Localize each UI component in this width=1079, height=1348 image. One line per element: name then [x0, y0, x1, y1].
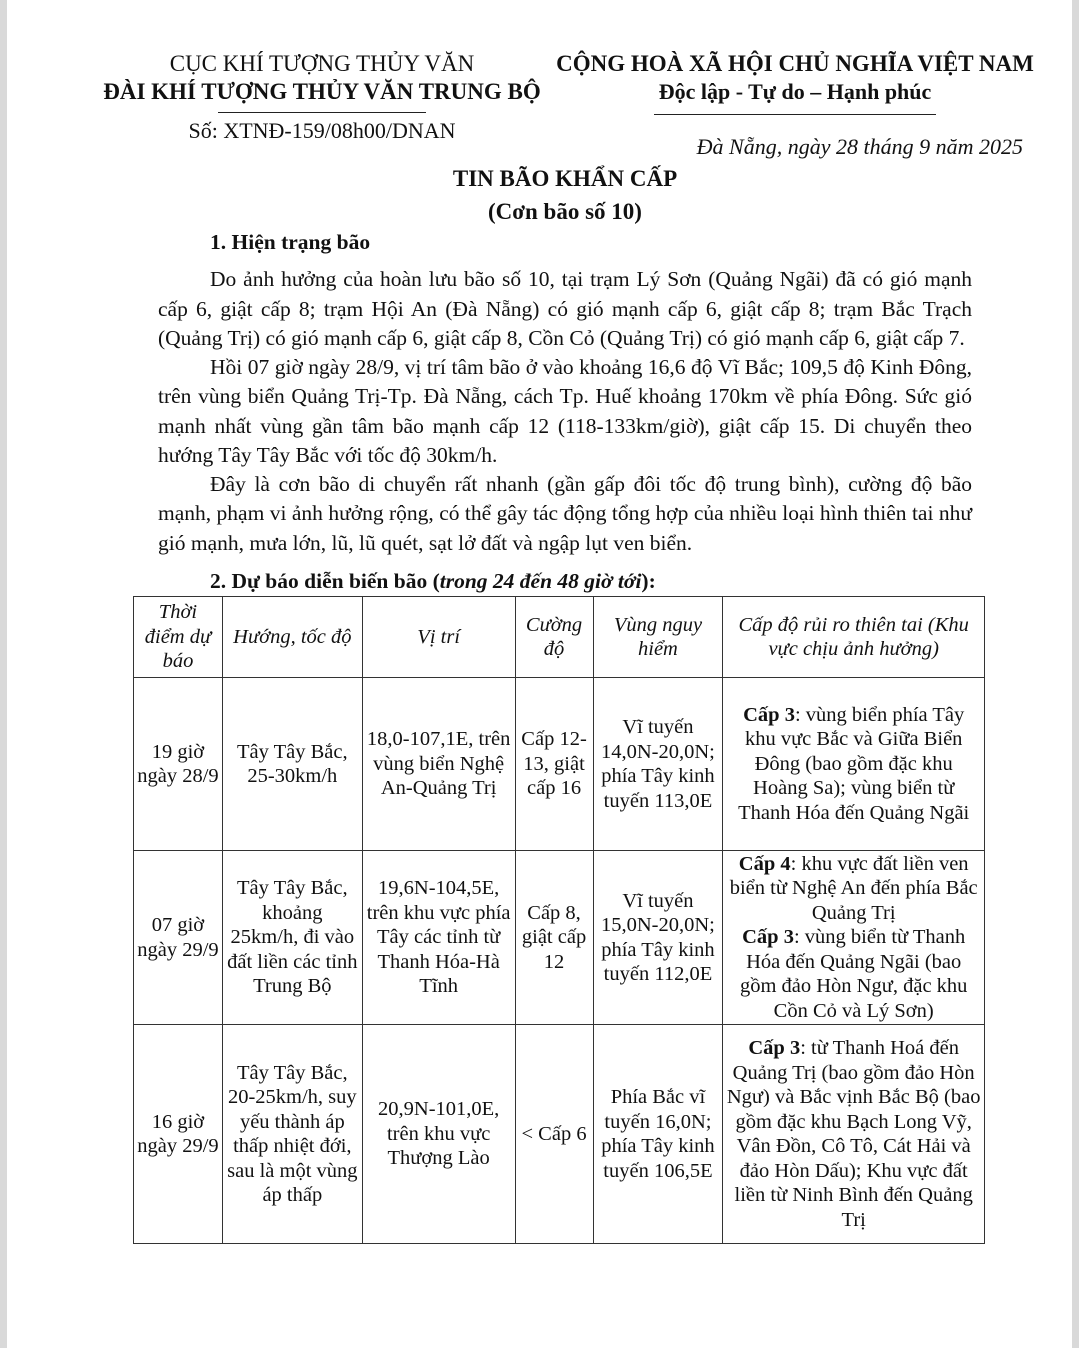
cell-position: 19,6N-104,5E, trên khu vực phía Tây các tỉnh từ Thanh Hóa-Hà Tĩnh: [362, 851, 515, 1025]
agency-parent: CỤC KHÍ TƯỢNG THỦY VĂN: [169, 51, 475, 76]
section-1-heading: 1. Hiện trạng bão: [210, 230, 371, 254]
section-2-heading-end: ):: [641, 569, 656, 593]
risk-area-text: : vùng biển phía Tây khu vực Bắc và Giữa Biển Đông (bao gồm đặc khu Hoàng Sa); vùng biển từ Thanh Hóa đến Quảng Ngãi: [738, 703, 970, 824]
page-edge-left: [0, 0, 7, 1348]
dateline: Đà Nẵng, ngày 28 tháng 9 năm 2025: [696, 134, 1023, 159]
cell-direction: Tây Tây Bắc, 20-25km/h, suy yếu thành áp thấp nhiệt đới, sau là một vùng áp thấp: [222, 1025, 362, 1244]
risk-level-label: Cấp 3: [742, 926, 794, 949]
cell-risk-level: [723, 678, 985, 851]
risk-level-label: Cấp 3: [743, 703, 795, 726]
table-row: [134, 1025, 985, 1244]
risk-level-label: Cấp 3: [748, 1037, 801, 1059]
risk-level-label: Cấp 4: [738, 852, 791, 875]
table-row: [134, 851, 985, 1025]
agency-name: ĐÀI KHÍ TƯỢNG THỦY VĂN TRUNG BỘ: [103, 79, 541, 104]
national-motto: Độc lập - Tự do – Hạnh phúc: [658, 79, 932, 104]
cell-intensity: Cấp 8, giật cấp 12: [515, 851, 593, 1025]
cell-danger-zone: Vĩ tuyến 14,0N-20,0N; phía Tây kinh tuyến 113,0E: [593, 678, 723, 851]
paragraph-observations: Do ảnh hưởng của hoàn lưu bão số 10, tại trạm Lý Sơn (Quảng Ngãi) đã có gió mạnh cấp 6, giật cấp 8; trạm Hội An (Đà Nẵng) có gió mạnh cấp 6, giật cấp 8; trạm Bắc Trạch (Quảng Trị) có gió mạnh cấp 6, giật cấp 8, Cồn Cỏ (Quảng Trị) có gió mạnh cấp 6, giật cấp 7.: [158, 267, 972, 350]
section-2-heading-period: trong 24 đến 48 giờ tới: [439, 569, 642, 593]
paragraph-storm-warning: Đây là cơn bão di chuyển rất nhanh (gần gấp đôi tốc độ trung bình), cường độ bão mạnh, phạm vi ảnh hưởng rộng, có thể gây tác động tổng hợp của nhiều loại hình thiên tai như gió mạnh, mưa lớn, lũ, lũ quét, sạt lở đất và ngập lụt ven biển.: [158, 471, 972, 555]
document-title: TIN BÃO KHẨN CẤP: [452, 166, 678, 191]
risk-area-text: : vùng biển từ Thanh Hóa đến Quảng Ngãi (bao gồm đảo Hòn Ngư, đặc khu Cồn Cỏ và Lý Sơn): [739, 926, 968, 1022]
table-row: [134, 678, 985, 851]
risk-area-text: : khu vực đất liền ven biển từ Nghệ An đến phía Bắc Quảng Trị: [729, 852, 978, 924]
nation-name: CỘNG HOÀ XÃ HỘI CHỦ NGHĨA VIỆT NAM: [556, 51, 1034, 76]
section-2-heading: [210, 569, 656, 594]
cell-direction: Tây Tây Bắc, 25-30km/h: [222, 678, 362, 851]
column-header-time: Thời điểm dự báo: [134, 597, 223, 678]
cell-position: 18,0-107,1E, trên vùng biển Nghệ An-Quảng Trị: [362, 678, 515, 851]
column-header-intensity: Cường độ: [515, 597, 593, 678]
document-number: Số: XTNĐ-159/08h00/DNAN: [188, 118, 456, 143]
column-header-danger-zone: Vùng nguy hiểm: [593, 597, 723, 678]
column-header-direction: Hướng, tốc độ: [222, 597, 362, 678]
column-header-position: Vị trí: [362, 597, 515, 678]
section-2-heading-text: 2. Dự báo diễn biến bão (: [210, 569, 440, 593]
cell-risk-level: [723, 851, 985, 1025]
motto-underline: [654, 114, 936, 115]
cell-danger-zone: Phía Bắc vĩ tuyến 16,0N; phía Tây kinh tuyến 106,5E: [593, 1025, 723, 1244]
cell-intensity: < Cấp 6: [515, 1025, 593, 1244]
forecast-table: [133, 596, 985, 1244]
cell-time: 19 giờ ngày 28/9: [134, 678, 223, 851]
document-subtitle: (Cơn bão số 10): [488, 199, 642, 224]
cell-time: 07 giờ ngày 29/9: [134, 851, 223, 1025]
agency-header: [82, 50, 562, 145]
column-header-risk-level: Cấp độ rủi ro thiên tai (Khu vực chịu ảnh hưởng): [723, 597, 985, 678]
cell-direction: Tây Tây Bắc, khoảng 25km/h, đi vào đất liền các tỉnh Trung Bộ: [222, 851, 362, 1025]
table-header-row: [134, 597, 985, 678]
cell-intensity: Cấp 12-13, giật cấp 16: [515, 678, 593, 851]
section-1-body: [158, 265, 972, 558]
cell-danger-zone: Vĩ tuyến 15,0N-20,0N; phía Tây kinh tuyến 112,0E: [593, 851, 723, 1025]
cell-position: 20,9N-101,0E, trên khu vực Thượng Lào: [362, 1025, 515, 1244]
paragraph-storm-position: Hồi 07 giờ ngày 28/9, vị trí tâm bão ở vào khoảng 16,6 độ Vĩ Bắc; 109,5 độ Kinh Đông, trên vùng biển Quảng Trị-Tp. Đà Nẵng, cách Tp. Huế khoảng 170km về phía Đông. Sức gió mạnh nhất vùng gần tâm bão mạnh cấp 12 (118-133km/giờ), giật cấp 15. Di chuyển theo hướng Tây Tây Bắc với tốc độ 30km/h.: [158, 354, 972, 467]
cell-risk-level: [723, 1025, 985, 1244]
agency-underline: [218, 112, 426, 113]
risk-area-text: : từ Thanh Hoá đến Quảng Trị (bao gồm đảo Hòn Ngư) và Bắc vịnh Bắc Bộ (bao gồm đặc khu Bạch Long Vỹ, Vân Đồn, Cô Tô, Cát Hải và đảo Hòn Dấu); Khu vực đất liền từ Ninh Bình đến Quảng Trị: [726, 1037, 981, 1231]
national-header: [545, 50, 1045, 115]
cell-time: 16 giờ ngày 29/9: [134, 1025, 223, 1244]
page-edge-right: [1072, 0, 1079, 1348]
